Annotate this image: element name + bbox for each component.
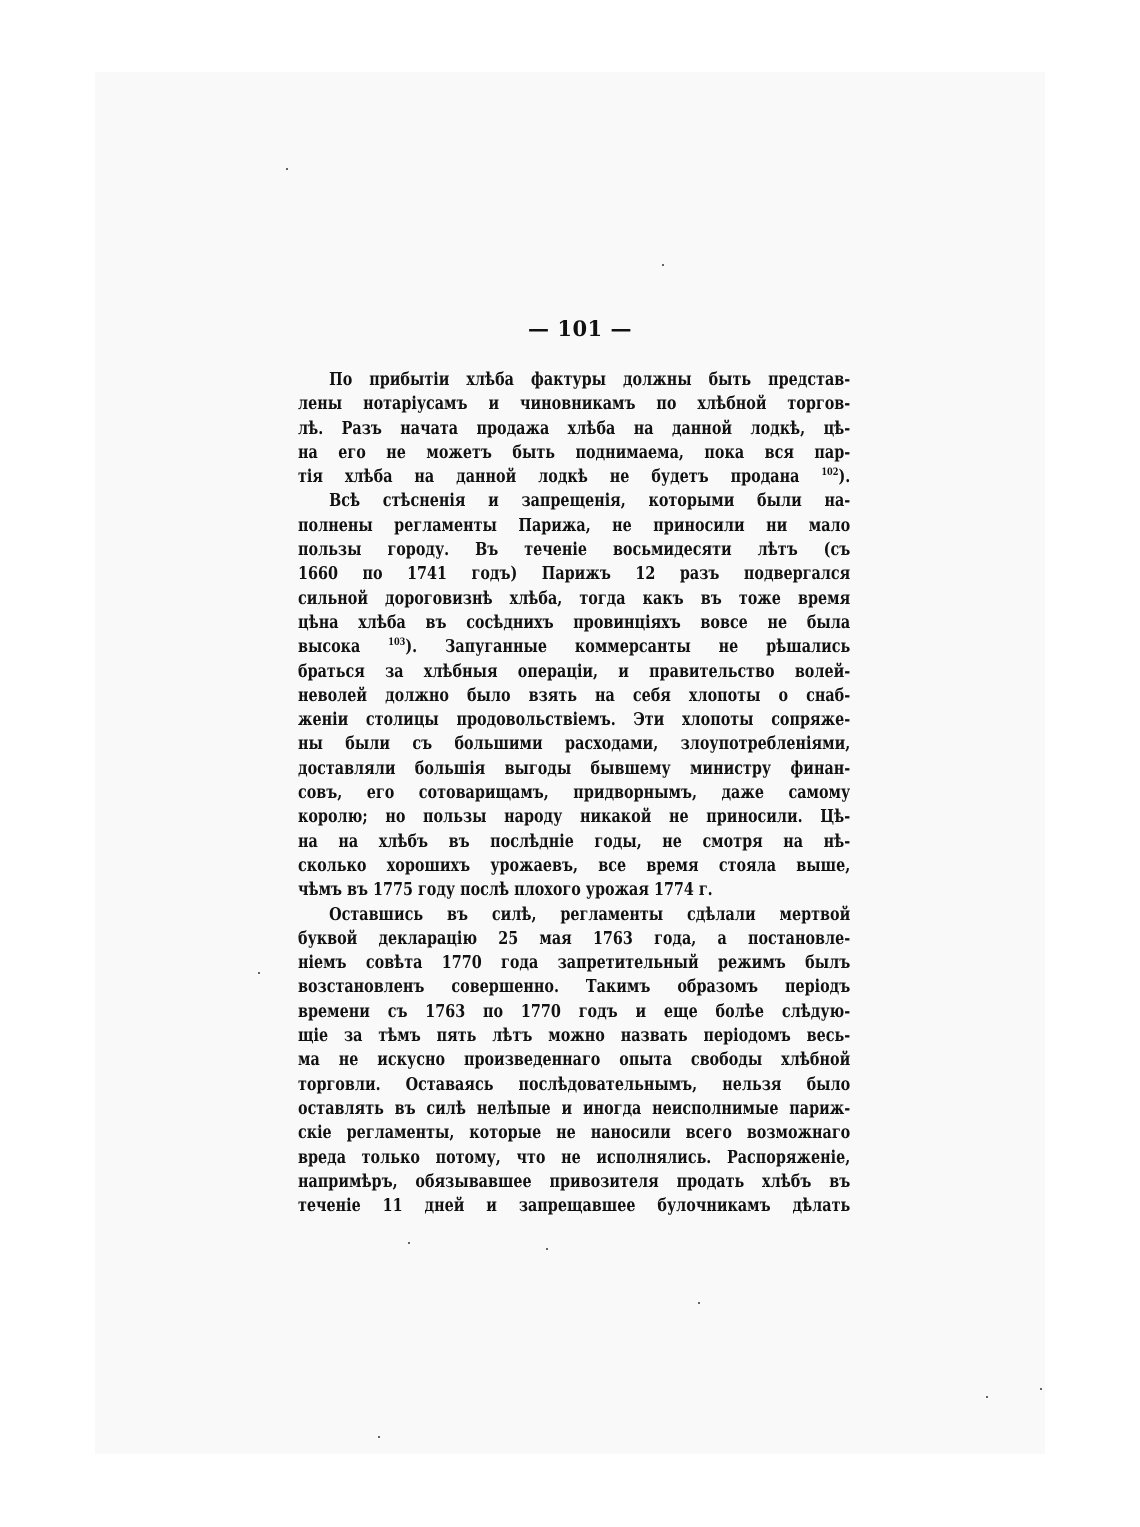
scan-speck	[546, 1248, 548, 1250]
text-line: совъ, его сотоварищамъ, придворнымъ, даже самому	[298, 783, 851, 804]
text-line: королю; но пользы народу никакой не приносили. Цѣ-	[298, 807, 851, 828]
text-line: сколько хорошихъ урожаевъ, все время стояла выше,	[298, 855, 851, 876]
text-line: По прибытіи хлѣба фактуры должны быть представ-	[329, 370, 851, 390]
text-line: лены нотаріусамъ и чиновникамъ по хлѣбной торгов-	[298, 394, 851, 415]
scan-speck	[286, 168, 288, 170]
text-line	[298, 635, 850, 659]
text-line: Оставшись въ силѣ, регламенты сдѣлали мертвой	[329, 904, 851, 925]
scan-speck	[1040, 1388, 1042, 1390]
text-line: лѣ. Разъ начата продажа хлѣба на данной лодкѣ, цѣ-	[298, 418, 851, 439]
text-line: ны были съ большими расходами, злоупотребленіями,	[298, 734, 851, 755]
text-line: буквой декларацію 25 мая 1763 года, а постановле-	[298, 928, 851, 949]
text-line: пользы городу. Въ теченіе восьмидесяти лѣтъ (съ	[298, 540, 851, 561]
text-line: чѣмъ въ 1775 году послѣ плохого урожая 1774 г.	[298, 880, 713, 901]
text-line: сильной дороговизнѣ хлѣба, тогда какъ въ тоже время	[298, 588, 851, 609]
text-line: теченіе 11 дней и запрещавшее булочникамъ дѣлать	[298, 1196, 851, 1217]
scan-speck	[258, 972, 260, 974]
text-line: торговли. Оставаясь послѣдовательнымъ, нельзя было	[298, 1074, 851, 1095]
scan-speck	[408, 1242, 410, 1244]
scan-speck	[698, 1302, 700, 1304]
text-line: возстановленъ совершенно. Такимъ образомъ періодъ	[298, 977, 851, 998]
text-line: ма не искусно произведеннаго опыта свободы хлѣбной	[298, 1050, 851, 1071]
text-line	[298, 465, 850, 489]
text-line: Всѣ стѣсненія и запрещенія, которыми были на-	[329, 491, 851, 512]
text-line: 1660 по 1741 годъ) Парижъ 12 разъ подвергался	[298, 564, 851, 585]
text-line: женіи столицы продовольствіемъ. Эти хлопоты сопряже-	[298, 710, 851, 731]
page-number: — 101 —	[528, 316, 632, 341]
text-line: браться за хлѣбныя операціи, и правительство волей-	[298, 661, 851, 682]
scan-speck	[986, 1396, 988, 1398]
line-text: высока	[298, 637, 361, 658]
text-line: полнены регламенты Парижа, не приносили ни мало	[298, 515, 851, 536]
text-line: скіе регламенты, которые не наносили всего возможнаго	[298, 1123, 851, 1144]
text-line: напримѣръ, обязывавшее привозителя продать хлѣбъ въ	[298, 1171, 851, 1192]
text-line: неволей должно было взять на себя хлопоты о снаб-	[298, 685, 851, 706]
text-line: времени съ 1763 по 1770 годъ и еще болѣе слѣдую-	[298, 1001, 851, 1022]
footnote-marker: 103	[388, 637, 406, 649]
scan-speck	[662, 264, 664, 266]
scan-speck	[378, 1436, 380, 1438]
text-line: оставлять въ силѣ нелѣпые и иногда неисполнимые париж-	[298, 1098, 851, 1119]
line-tail: ). Запуганные коммерсанты не рѣшались	[405, 637, 851, 658]
text-line: на на хлѣбъ въ послѣдніе годы, не смотря на нѣ-	[298, 831, 851, 852]
text-line: цѣна хлѣба въ сосѣднихъ провинціяхъ вовсе не была	[298, 612, 851, 633]
text-line: щіе за тѣмъ пять лѣтъ можно назвать періодомъ весь-	[298, 1026, 851, 1047]
body-text	[298, 368, 850, 1218]
text-line: доставляли большія выгоды бывшему министру финан-	[298, 758, 851, 779]
line-text: тія хлѣба на данной лодкѣ не будетъ продана	[298, 467, 800, 488]
line-tail: ).	[838, 467, 851, 488]
text-line: на его не можетъ быть поднимаема, пока вся пар-	[298, 442, 851, 463]
text-line: ніемъ совѣта 1770 года запретительный режимъ былъ	[298, 953, 851, 974]
footnote-marker: 102	[821, 467, 839, 479]
text-line: вреда только потому, что не исполнялись. Распоряженіе,	[298, 1147, 851, 1168]
